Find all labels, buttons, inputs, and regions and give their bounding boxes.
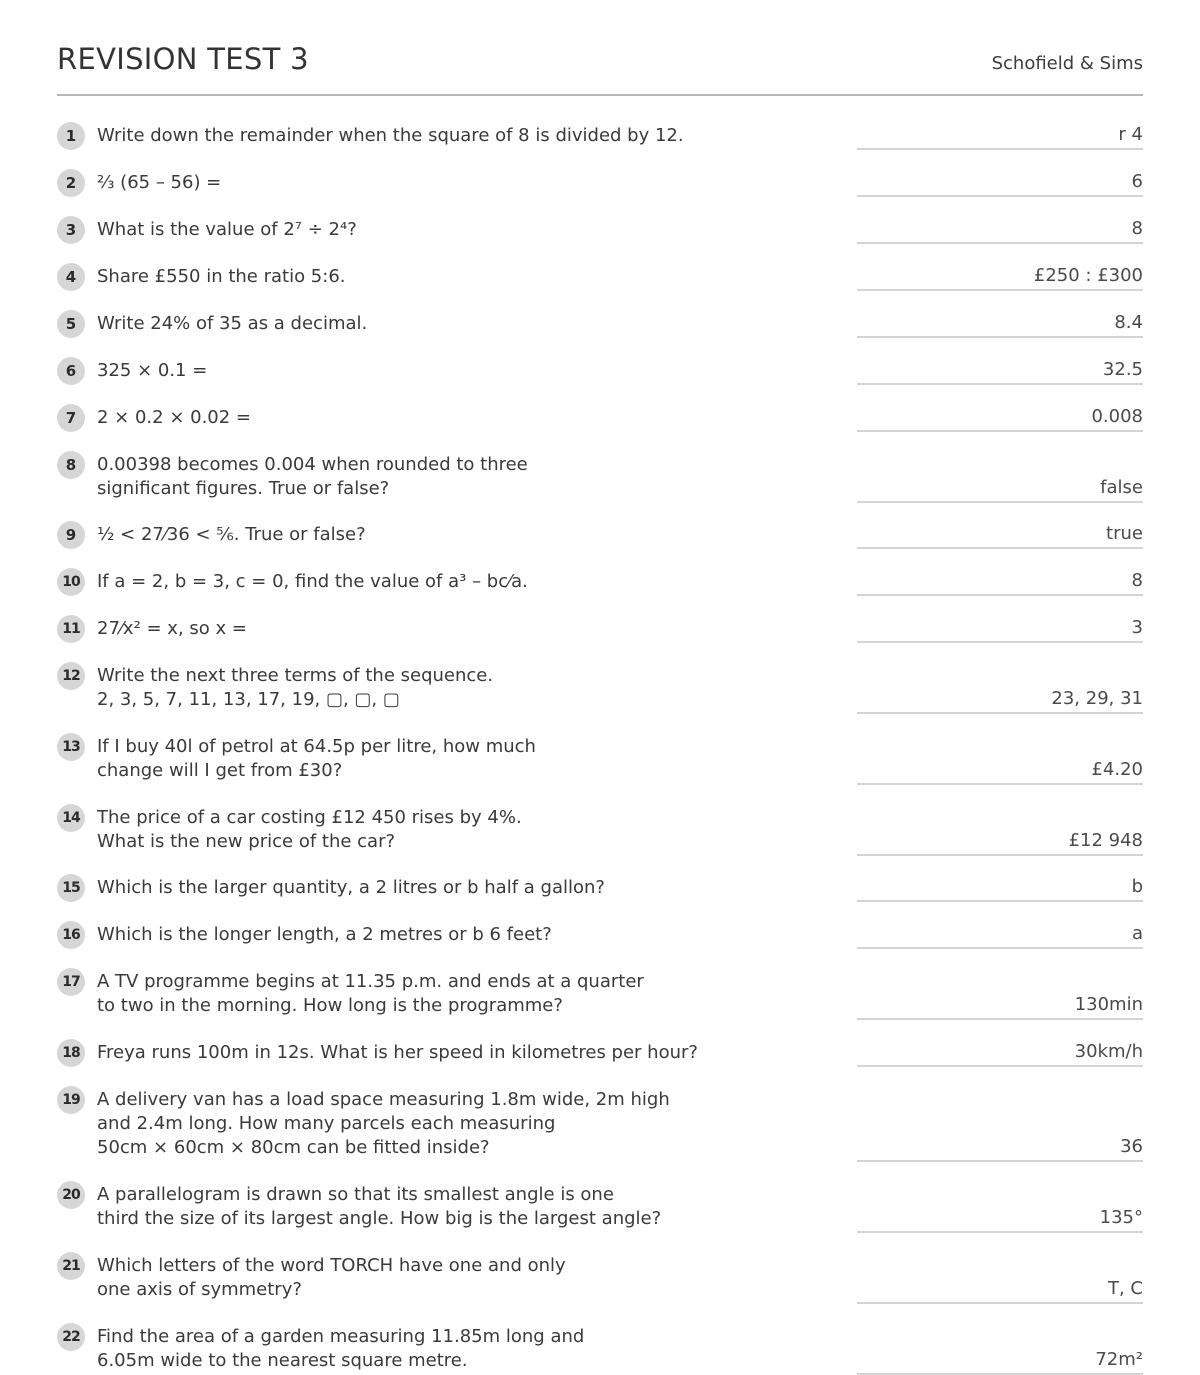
answer-value: 6 xyxy=(1131,171,1143,192)
question-number-badge: 6 xyxy=(57,357,85,385)
answer-line[interactable] xyxy=(857,195,1143,197)
page-title: REVISION TEST 3 xyxy=(57,42,309,76)
question-text: Find the area of a garden measuring 11.85m long and 6.05m wide to the nearest square metre. xyxy=(97,1326,585,1371)
answer-line[interactable] xyxy=(857,900,1143,902)
question-number-badge: 20 xyxy=(57,1181,85,1209)
answer-value: 3 xyxy=(1131,617,1143,638)
answer-line[interactable] xyxy=(857,1302,1143,1304)
question-text: A TV programme begins at 11.35 p.m. and ends at a quarter to two in the morning. How long is the programme? xyxy=(97,971,644,1016)
question-text: Write 24% of 35 as a decimal. xyxy=(97,313,368,334)
answer-line[interactable] xyxy=(857,641,1143,643)
question-text: If I buy 40l of petrol at 64.5p per litre, how much change will I get from £30? xyxy=(97,736,536,781)
answer-line[interactable] xyxy=(857,947,1143,949)
answer-line[interactable] xyxy=(857,336,1143,338)
question-number-badge: 17 xyxy=(57,968,85,996)
answer-value: r 4 xyxy=(1118,124,1143,145)
answer-line[interactable] xyxy=(857,547,1143,549)
question-text: 27⁄x² = x, so x = xyxy=(97,618,247,639)
question-number-badge: 11 xyxy=(57,615,85,643)
answer-line[interactable] xyxy=(857,712,1143,714)
answer-value: 72m² xyxy=(1095,1349,1143,1370)
answer-value: 0.008 xyxy=(1091,406,1143,427)
answer-value: £250 : £300 xyxy=(1033,265,1143,286)
answer-value: a xyxy=(1131,923,1143,944)
question-text: 2 × 0.2 × 0.02 = xyxy=(97,407,252,428)
answer-line[interactable] xyxy=(857,289,1143,291)
question-number-badge: 9 xyxy=(57,521,85,549)
question-text: Which is the larger quantity, a 2 litres or b half a gallon? xyxy=(97,877,605,898)
question-number-badge: 16 xyxy=(57,921,85,949)
answer-value: 8 xyxy=(1131,570,1143,591)
answer-line[interactable] xyxy=(857,148,1143,150)
question-number-badge: 14 xyxy=(57,804,85,832)
question-number-badge: 1 xyxy=(57,122,85,150)
answer-line[interactable] xyxy=(857,430,1143,432)
publisher-name: Schofield & Sims xyxy=(991,53,1143,74)
answer-line[interactable] xyxy=(857,1160,1143,1162)
question-text: Which letters of the word TORCH have one and only one axis of symmetry? xyxy=(97,1255,566,1300)
answer-value: 130min xyxy=(1074,994,1143,1015)
question-text: Share £550 in the ratio 5:6. xyxy=(97,266,346,287)
question-text: Write down the remainder when the square of 8 is divided by 12. xyxy=(97,125,684,146)
question-text: What is the value of 2⁷ ÷ 2⁴? xyxy=(97,219,357,240)
question-number-badge: 5 xyxy=(57,310,85,338)
question-text: The price of a car costing £12 450 rises by 4%. What is the new price of the car? xyxy=(97,807,522,852)
question-number-badge: 3 xyxy=(57,216,85,244)
answer-line[interactable] xyxy=(857,783,1143,785)
question-text: Which is the longer length, a 2 metres or b 6 feet? xyxy=(97,924,552,945)
question-text: If a = 2, b = 3, c = 0, find the value of a³ – bc⁄a. xyxy=(97,571,528,592)
question-number-badge: 19 xyxy=(57,1086,85,1114)
answer-line[interactable] xyxy=(857,1018,1143,1020)
answer-value: 23, 29, 31 xyxy=(1051,688,1143,709)
answer-value: 32.5 xyxy=(1102,359,1143,380)
answer-value: 30km/h xyxy=(1074,1041,1143,1062)
question-text: ½ < 27⁄36 < ⅚. True or false? xyxy=(97,524,366,545)
question-text: A parallelogram is drawn so that its smallest angle is one third the size of its largest angle. How big is the largest angle? xyxy=(97,1184,662,1229)
answer-value: 36 xyxy=(1120,1136,1143,1157)
answer-line[interactable] xyxy=(857,594,1143,596)
question-number-badge: 10 xyxy=(57,568,85,596)
answer-value: true xyxy=(1106,523,1143,544)
answer-line[interactable] xyxy=(857,501,1143,503)
answer-value: £12 948 xyxy=(1068,830,1143,851)
question-number-badge: 4 xyxy=(57,263,85,291)
question-number-badge: 22 xyxy=(57,1323,85,1351)
page-header xyxy=(57,40,1143,96)
question-text: ⅔ (65 – 56) = xyxy=(97,172,222,193)
question-text: A delivery van has a load space measuring 1.8m wide, 2m high and 2.4m long. How many parcels each measuring 50cm × 60cm × 80cm can be fitted inside? xyxy=(97,1089,670,1158)
answer-line[interactable] xyxy=(857,1065,1143,1067)
answer-line[interactable] xyxy=(857,242,1143,244)
answer-value: T, C xyxy=(1107,1278,1143,1299)
question-text: Write the next three terms of the sequence. 2, 3, 5, 7, 11, 13, 17, 19, ▢, ▢, ▢ xyxy=(97,665,494,710)
answer-line[interactable] xyxy=(857,383,1143,385)
question-number-badge: 8 xyxy=(57,451,85,479)
question-number-badge: 2 xyxy=(57,169,85,197)
question-number-badge: 13 xyxy=(57,733,85,761)
answer-line[interactable] xyxy=(857,1231,1143,1233)
answer-value: false xyxy=(1100,477,1143,498)
question-number-badge: 18 xyxy=(57,1039,85,1067)
question-number-badge: 12 xyxy=(57,662,85,690)
question-text: 0.00398 becomes 0.004 when rounded to three significant figures. True or false? xyxy=(97,454,528,499)
answer-value: 8.4 xyxy=(1114,312,1143,333)
answer-value: 135° xyxy=(1099,1207,1143,1228)
question-number-badge: 21 xyxy=(57,1252,85,1280)
question-number-badge: 7 xyxy=(57,404,85,432)
answer-value: £4.20 xyxy=(1091,759,1143,780)
answer-value: 8 xyxy=(1131,218,1143,239)
answer-line[interactable] xyxy=(857,854,1143,856)
answer-value: b xyxy=(1131,876,1143,897)
question-text: Freya runs 100m in 12s. What is her speed in kilometres per hour? xyxy=(97,1042,698,1063)
question-text: 325 × 0.1 = xyxy=(97,360,208,381)
question-number-badge: 15 xyxy=(57,874,85,902)
